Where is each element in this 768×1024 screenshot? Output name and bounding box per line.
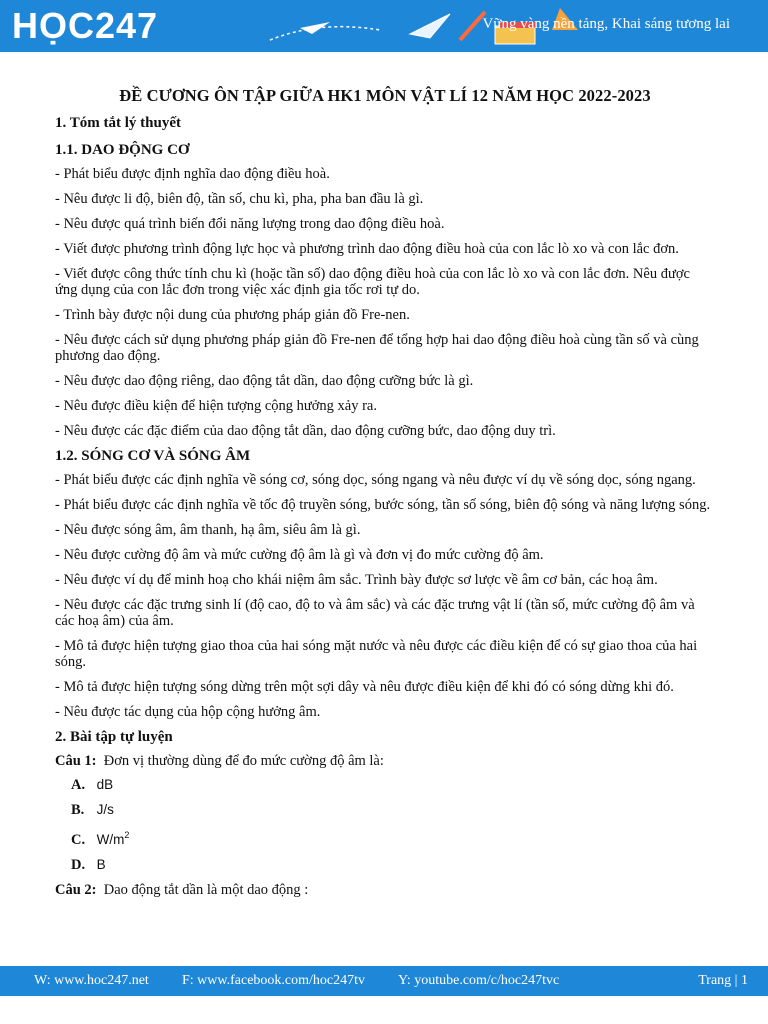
option-value: J/s	[96, 802, 114, 817]
question-2	[55, 882, 715, 898]
list-item: - Nêu được các đặc điểm của dao động tắt dần, dao động cưỡng bức, dao động duy trì.	[55, 423, 556, 439]
page-header	[0, 0, 768, 52]
hoc247-logo: HỌC247	[12, 5, 159, 46]
option-superscript: 2	[124, 830, 130, 840]
list-item: - Trình bày được nội dung của phương pháp giản đồ Fre-nen.	[55, 307, 410, 323]
question-2-text: Dao động tắt dần là một dao động :	[103, 881, 309, 898]
option-label: C.	[71, 831, 86, 848]
list-item: - Nêu được cách sử dụng phương pháp giản đồ Fre-nen để tổng hợp hai dao động điều hoà cùng tần số và cùng phương dao động.	[55, 332, 699, 364]
option-value: W/m	[96, 831, 125, 847]
footer-website-link[interactable]: W: www.hoc247.net	[34, 973, 149, 988]
list-item: - Mô tả được hiện tượng giao thoa của hai sóng mặt nước và nêu được các điều kiện để có sự giao thoa của hai sóng.	[55, 638, 698, 670]
footer-facebook-link[interactable]: F: www.facebook.com/hoc247tv	[182, 973, 365, 988]
section-exercises-heading: 2. Bài tập tự luyện	[55, 729, 173, 745]
option-value: dB	[96, 777, 114, 792]
list-item: - Nêu được tác dụng của hộp cộng hưởng âm.	[55, 704, 321, 720]
list-item: - Nêu được cường độ âm và mức cường độ âm là gì và đơn vị đo mức cường độ âm.	[55, 547, 544, 563]
option-value: B	[96, 856, 106, 872]
list-item: - Phát biểu được định nghĩa dao động điều hoà.	[55, 166, 330, 182]
list-item: - Viết được công thức tính chu kì (hoặc tần số) dao động điều hoà của con lắc lò xo và con lắc đơn. Nêu được ứng dụng của con lắc đơn trong việc xác định gia tốc rơi tự do.	[55, 266, 690, 298]
question-1	[55, 753, 715, 769]
page-number: Trang | 1	[698, 973, 748, 988]
list-item: - Nêu được điều kiện để hiện tượng cộng hưởng xảy ra.	[55, 398, 377, 414]
list-item: - Nêu được dao động riêng, dao động tắt dần, dao động cưỡng bức là gì.	[55, 373, 474, 389]
subsection-waves-heading: 1.2. SÓNG CƠ VÀ SÓNG ÂM	[55, 448, 251, 464]
header-slogan: Vững vàng nền tảng, Khai sáng tương lai	[482, 16, 730, 32]
list-item: - Nêu được sóng âm, âm thanh, hạ âm, siêu âm là gì.	[55, 522, 361, 538]
list-item: - Phát biểu được các định nghĩa về sóng cơ, sóng dọc, sóng ngang và nêu được ví dụ về sóng dọc, sóng ngang.	[55, 472, 696, 488]
list-item: - Mô tả được hiện tượng sóng dừng trên một sợi dây và nêu được điều kiện để khi đó có sóng dừng khi đó.	[55, 679, 674, 695]
answer-option-d	[71, 857, 715, 873]
page-footer	[0, 966, 768, 996]
footer-youtube-link[interactable]: Y: youtube.com/c/hoc247tvc	[398, 973, 560, 988]
option-label: D.	[71, 856, 86, 873]
question-1-label: Câu 1:	[55, 753, 97, 769]
section-theory-heading: 1. Tóm tắt lý thuyết	[55, 115, 181, 131]
list-item: - Nêu được li độ, biên độ, tần số, chu kì, pha, pha ban đầu là gì.	[55, 191, 424, 207]
list-item: - Nêu được các đặc trưng sinh lí (độ cao, độ to và âm sắc) và các đặc trưng vật lí (tần số, mức cường độ âm và các hoạ âm) của âm.	[55, 597, 695, 629]
document-body	[55, 86, 715, 906]
list-item: - Viết được phương trình động lực học và phương trình dao động điều hoà của con lắc lò xo và con lắc đơn.	[55, 241, 679, 257]
list-item: - Phát biểu được các định nghĩa về tốc độ truyền sóng, bước sóng, tần số sóng, biên độ sóng và năng lượng sóng.	[55, 497, 711, 513]
document-title: ĐỀ CƯƠNG ÔN TẬP GIỮA HK1 MÔN VẬT LÍ 12 NĂM HỌC 2022-2023	[119, 86, 651, 105]
list-item: - Nêu được ví dụ để minh hoạ cho khái niệm âm sắc. Trình bày được sơ lược về âm cơ bản, các hoạ âm.	[55, 572, 658, 588]
subsection-oscillation-heading: 1.1. DAO ĐỘNG CƠ	[55, 142, 190, 158]
answer-option-b	[71, 802, 715, 818]
option-label: B.	[71, 802, 85, 818]
option-label: A.	[71, 777, 86, 793]
list-item: - Nêu được quá trình biến đổi năng lượng trong dao động điều hoà.	[55, 216, 445, 232]
question-1-text: Đơn vị thường dùng để đo mức cường độ âm là:	[103, 753, 384, 769]
answer-option-c	[71, 827, 715, 848]
answer-option-a	[71, 777, 715, 793]
question-2-label: Câu 2:	[55, 881, 97, 898]
